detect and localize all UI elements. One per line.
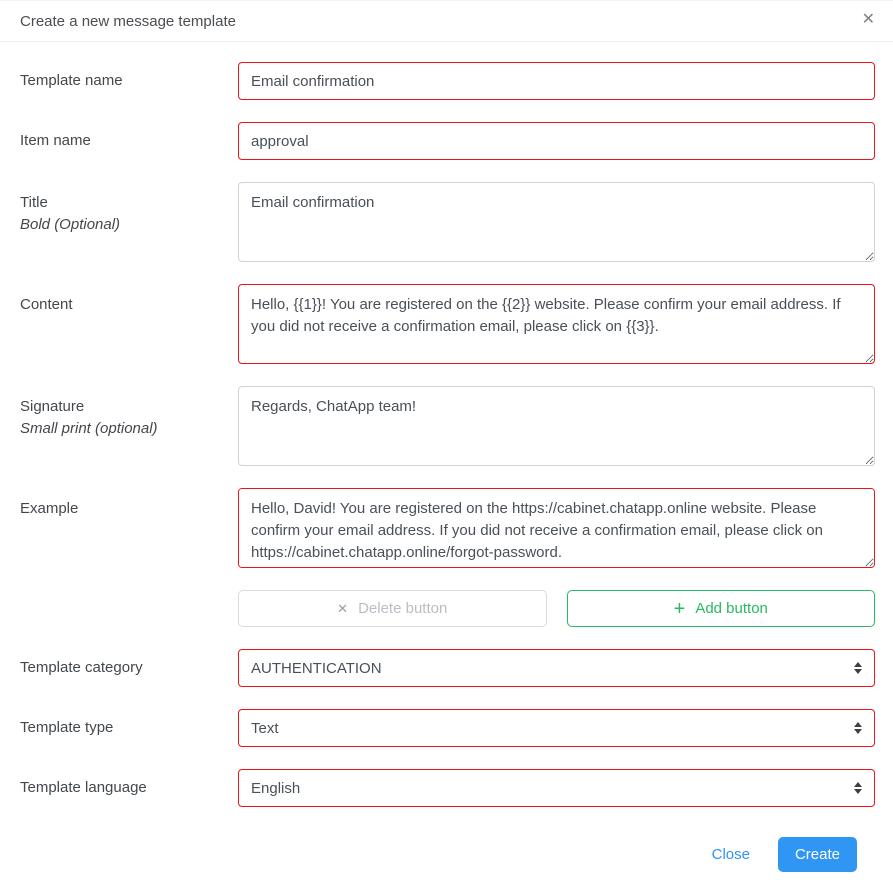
template-name-label: Template name [20,72,123,89]
title-sublabel: Bold (Optional) [20,216,121,233]
select-arrows-icon [854,662,862,674]
item-name-label: Item name [20,132,91,149]
signature-label: Signature [20,398,85,415]
template-language-value: English [251,779,301,797]
example-label: Example [20,500,79,517]
signature-textarea[interactable] [238,386,875,466]
select-arrows-icon [854,722,862,734]
field-row-signature [20,386,875,466]
field-row-content [20,284,875,364]
modal-footer [20,829,875,872]
add-button[interactable] [567,590,876,627]
title-textarea[interactable] [238,182,875,262]
template-name-input[interactable] [238,62,875,100]
field-row-template-name [20,62,875,100]
content-label: Content [20,296,73,313]
create-button[interactable]: Create [778,837,857,872]
field-row-title [20,182,875,262]
field-row-template-category [20,649,875,687]
delete-button[interactable] [238,590,547,627]
template-type-label: Template type [20,719,114,736]
item-name-input[interactable] [238,122,875,160]
close-icon[interactable]: ✕ [861,11,875,29]
content-textarea[interactable] [238,284,875,364]
template-category-select[interactable] [238,649,875,687]
field-row-item-name [20,122,875,160]
close-button[interactable]: Close [711,846,750,863]
template-category-label: Template category [20,659,143,676]
title-label: Title [20,194,48,211]
template-type-select[interactable] [238,709,875,747]
modal-body [0,42,893,872]
template-category-value: AUTHENTICATION [251,659,382,677]
template-language-select[interactable] [238,769,875,807]
add-button-label: Add button [695,600,768,617]
field-row-example [20,488,875,568]
example-textarea[interactable] [238,488,875,568]
modal-header [0,1,893,42]
template-type-value: Text [251,719,279,737]
field-row-template-language [20,769,875,807]
plus-icon: + [673,597,686,620]
delete-x-icon: ✕ [337,600,349,616]
button-row [20,590,875,627]
delete-button-label: Delete button [358,600,448,617]
modal-title: Create a new message template [20,12,236,30]
field-row-template-type [20,709,875,747]
template-language-label: Template language [20,779,147,796]
signature-sublabel: Small print (optional) [20,420,158,437]
select-arrows-icon [854,782,862,794]
